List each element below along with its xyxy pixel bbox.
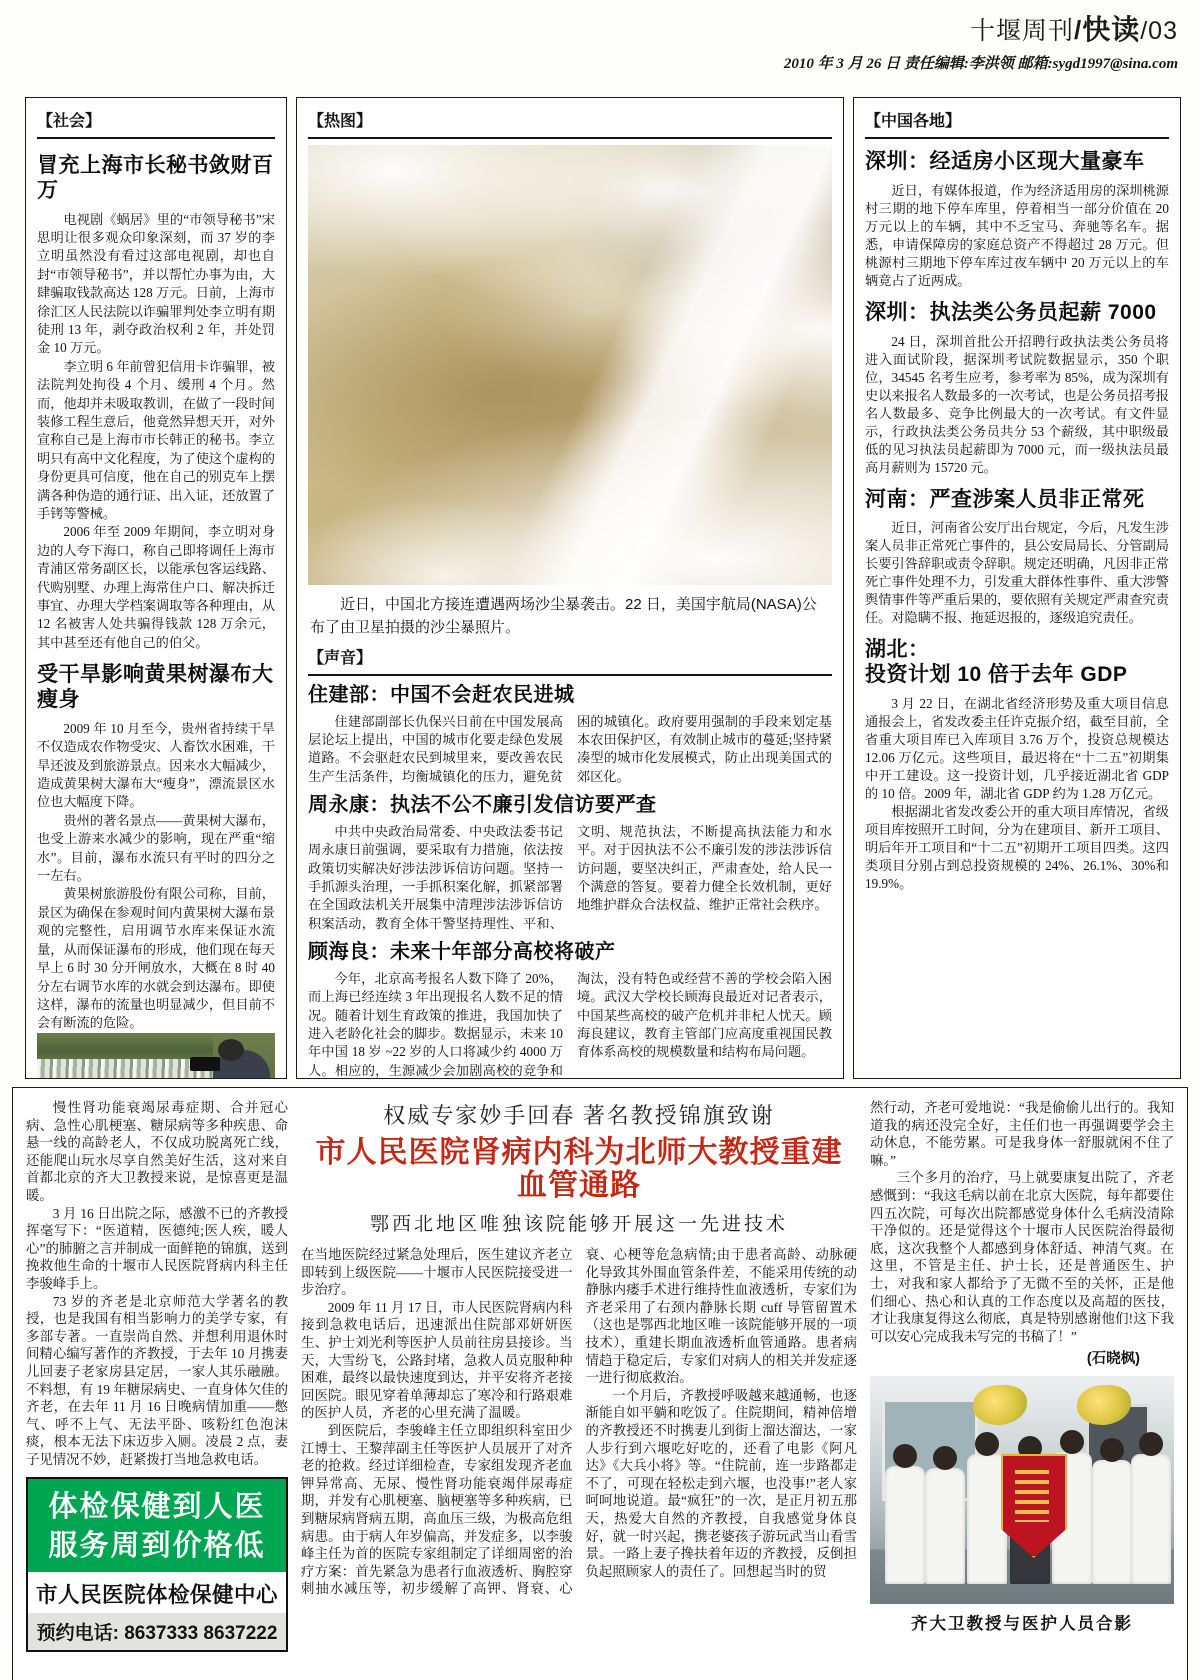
feature-column-middle — [301, 1099, 857, 1669]
voice-article3-paragraph: 今年，北京高考报名人数下降了 20%，而上海已经连续 3 年出现报名人数不足的情况。随着计划生育政策的推进，我国加快了进入老龄化社会的脚步。数据显示，未来 10 年中国 18 岁 ~22 岁的人口将减少约 4000 万人。相应的，生源减少会加剧高校的竞争和淘汰，没有特色或经营不善的学校会陷入困境。武汉大学校长顾海良最近对记者表示，中国某些高校的破产危机并非杞人忧天。顾海良建议，教育主管部门应高度重视国民教育体系高校的规模数量和结构布局问题。 — [308, 970, 832, 1078]
feature-paragraph: 3 月 16 日出院之际，感激不已的齐教授挥毫写下：“医道精，医德纯;医人疾，暖人心”的肺腑之言并制成一面鲜艳的锦旗，送到挽救他生命的十堰市人民医院肾病内科主任李骏峰手上。 — [26, 1205, 288, 1291]
feature-paragraph: 到医院后，李骏峰主任立即组织科室田少江博士、王黎萍副主任等医护人员展开了对齐老的抢救。经过详细检查，专家组发现齐老血钾异常高、无尿、慢性肾功能衰竭伴尿毒症期，并发有心肌梗塞、脑梗塞等多种疾病，已到糖尿病肾病五期，高血压三级，为极高危组病患。由于病人年岁偏高，并发症多，以李骏峰主任为首的医院专家组制定了详细周密的治疗方案：首先紧急为患者行血液透析、胸腔穿刺抽水减压等，初步缓解了高钾、肾衰、心衰、心梗等危急病情;由于患者高龄、动脉硬化导致其外围血管条件差，不能采用传统的动静脉内瘘手术进行维持性血液透析，专家们为齐老采用了右颈内静脉长期 cuff 导管留置术（这也是鄂西北地区唯一该院能够开展的一项技术），重建长期血液透析血管通路。患者病情趋于稳定后，专家们对病人的相关并发症逐一进行彻底救治。 — [301, 1247, 857, 1597]
society-column — [25, 97, 287, 1079]
voice-article1-title: 住建部：中国不会赶农民进城 — [308, 684, 575, 706]
feature-paragraph: 73 岁的齐老是北京师范大学著名的教授，也是我国有相当影响力的美学专家，有多部专著。一直崇尚自然、并想利用退休时间精心编写著作的齐教授，于去年 10 月携妻儿回妻子老家房县定居，一家人其乐融融。不料想，有 19 年糖尿病史、一直身体欠佳的齐老，在去年 11 月 16 日晚病情加重——憋气、呼不上气、无法平卧、咳粉红色泡沫痰，根本无法下床迈步入厕。凌晨 2 点，妻子见情况不妙，赶紧拨打当地急救电话。 — [26, 1293, 288, 1467]
society-section-label: 【社会】 — [37, 108, 275, 139]
ad-slogan — [28, 1479, 286, 1572]
doctor-figure — [1092, 1460, 1132, 1584]
ad-phone-label: 预约电话: — [36, 1623, 119, 1644]
dragon-decoration — [973, 1385, 1027, 1425]
voice-section-label: 【声音】 — [308, 645, 832, 676]
feature-column-1 — [26, 1099, 288, 1669]
society-article1-title: 冒充上海市长秘书敛财百万 — [37, 154, 274, 202]
society-article1-paragraph: 李立明 6 年前曾犯信用卡诈骗罪，被法院判处拘役 4 个月、缓刑 4 个月。然而，他却并未吸取教训，在做了一段时间装修工程生意后，他竟然异想天开，对外宣称自己是上海市市长韩正的秘书。李立明只有高中文化程度，为了使这个虚构的身份更具可信度，他在自己的别克车上摆满各种伪造的通行证、出入证，还放置了手铐等警械。 — [37, 358, 275, 522]
masthead-page-number: /03 — [1140, 17, 1178, 45]
group-photo-caption: 齐大卫教授与医护人员合影 — [911, 1615, 1133, 1634]
regions-article4-title — [865, 638, 1169, 688]
society-article1-paragraph: 电视剧《蜗居》里的“市领导秘书”宋思明让很多观众印象深刻，而 37 岁的李立明虽然没有看过这部电视剧，却也自封“市领导秘书”，并以帮忙办事为由，大肆骗取钱款高达 128 万元。日前，上海市徐汇区人民法院以诈骗罪判处李立明有期徒刑 13 年，剥夺政治权利 2 年，并处罚金 10 万元。 — [37, 211, 275, 356]
regions-article4-title-line2: 投资计划 10 倍于去年 GDP — [865, 663, 1128, 687]
feature-headline: 市人民医院肾病内科为北师大教授重建血管通路 — [315, 1136, 843, 1202]
center-column — [296, 97, 844, 1079]
ad-slogan-line1: 体检保健到人医 — [48, 1491, 266, 1524]
feature-paragraph: 在当地医院经过紧急处理后，医生建议齐老立即转到上级医院——十堰市人民医院接受进一步治疗。 — [301, 1247, 573, 1298]
regions-column — [853, 97, 1181, 1079]
society-article2-paragraph: 黄果树旅游股份有限公司称，目前，景区为确保在参观时间内黄果树大瀑布景观的完整性，启用调节水库来保证水流量，从而保证瀑布的形成，他们现在每天早上 6 时 30 分开闸放水，大概在 8 时 40 分左右调节水库的水就会到达瀑布。即使这样，瀑布的流量也明显减少，但目前不会有断流的危险。 — [37, 886, 275, 1031]
society-article1-paragraph: 2006 年至 2009 年期间，李立明对身边的人夸下海口，称自己即将调任上海市青浦区常务副区长，以能承包客运线路、代购别墅、办理上海常住户口、解决拆迁事宜、办理大学档案调取等各种理由，从 12 名被害人处共骗得钱款 128 万余元，其中甚至还有他自己的伯父。 — [37, 524, 275, 650]
feature-paragraph: 一个月后，齐教授呼吸越来越通畅，也逐渐能自如平躺和吃饭了。住院期间，精神倍增的齐教授还不时携妻儿到街上溜达溜达，一家人步行到六堰吃好吃的，还看了电影《阿凡达》《大兵小将》等。“住院前，连一步路都走不了，可现在轻松走到六堰，也没事!”老人家呵呵地说道。最“疯狂”的一次，是正月初五那天，热爱大自然的齐教授，自我感觉身体良好，就一时兴起，携老婆孩子游玩武当山看雪景。一路上妻子搀扶着年迈的齐教授，反倒担负起照顾家人的责任了。回想起当时的贸 — [585, 1387, 857, 1579]
group-photo — [870, 1376, 1174, 1604]
nurse-figure — [885, 1466, 925, 1584]
sandstorm-photo-caption: 近日，中国北方接连遭遇两场沙尘暴袭击。22 日，美国宇航局(NASA)公布了由卫星拍摄的沙尘暴照片。 — [310, 596, 817, 636]
society-article2-paragraph: 贵州的著名景点——黄果树大瀑布，也受上游来水减少的影响，现在严重“缩水”。目前，瀑布水流只有平时的四分之一左右。 — [37, 812, 275, 884]
feature-paragraph: 三个多月的治疗，马上就要康复出院了，齐老感慨到：“我这毛病以前在北京大医院，每年都要住四五次院，可每次出院都感觉身体什么毛病没清除干净似的。还是觉得这个十堰市人民医院治得最彻底，这次我整个人都感到身体舒适、神清气爽。在这里，不管是主任、护士长，还是普通医生、护士，对我和家人都给予了无微不至的关怀，正是他们细心、热心和认真的工作态度以及高超的医技，才让我康复得这么彻底，真是特别感谢他们!这下我可以安心完成我未写完的书稿了！” — [870, 1170, 1174, 1344]
regions-article4-title-line1: 湖北： — [865, 638, 930, 662]
masthead — [784, 8, 1178, 73]
voice-article1-paragraph: 住建部副部长仇保兴日前在中国发展高层论坛上提出，中国的城市化要走绿色发展道路。不会驱赶农民到城里来，要改善农民生产生活条件，均衡城镇化的压力，避免贫困的城镇化。政府要用强制的手段来划定基本农田保护区，有效制止城市的蔓延;坚持紧凑型的城市化发展模式，防止出现美国式的郊区化。 — [308, 713, 832, 784]
voice-article2-body — [308, 823, 832, 933]
photographer-camera — [190, 1057, 220, 1071]
masthead-brand: 十堰周刊 — [969, 17, 1074, 45]
voice-article2-paragraph: 中共中央政治局常委、中央政法委书记周永康日前强调，要采取有力措施，依法按政策切实解决好涉法涉诉信访问题。坚持一手抓源头治理，一手抓积案化解，抓紧部署在全国政法机关开展集中清理涉法涉诉信访积案活动，教育全体干警坚持理性、平和、文明、规范执法，不断提高执法能力和水平。对于因执法不公不廉引发的涉法涉诉信访问题，要坚决纠正，严肃查处，给人民一个满意的答复。要着力健全长效机制，更好地维护群众合法权益、维护正常社会秩序。 — [308, 823, 832, 931]
regions-article2-title: 深圳：执法类公务员起薪 7000 — [865, 300, 1157, 324]
doctor-figure — [1131, 1454, 1171, 1584]
nurse-figure — [925, 1468, 965, 1584]
waterfall-photo — [37, 1033, 275, 1079]
feature-paragraph: 然行动，齐老可爱地说：“我是偷偷儿出行的。我知道我的病还没完全好，主任们也一再强调要学会主动休息，不能劳累。可是我身体一舒服就闲不住了嘛。” — [870, 1100, 1174, 1168]
feature-paragraph: 慢性肾功能衰竭尿毒症期、合并冠心病、急性心肌梗塞、糖尿病等多种疾患、命悬一线的高龄老人，不仅成功脱离死亡线，还能爬山玩水尽享自然美好生活，这对来自首都北京的齐大卫教授来说，是惊喜更是温暖。 — [26, 1100, 288, 1203]
feature-article — [12, 1087, 1188, 1680]
masthead-section: 快读 — [1082, 14, 1141, 45]
regions-article1-paragraph: 近日，有媒体报道，作为经济适用房的深圳桃源村三期的地下停车库里，停着相当一部分价值在 20 万元以上的车辆，其中不乏宝马、奔驰等名车。据悉，申请保障房的家庭总资产不得超过 28 万元。但桃源村三期地下停车库过夜车辆中 20 万元以上的车辆竟占了近两成。 — [865, 182, 1169, 288]
sandstorm-satellite-photo — [308, 145, 832, 585]
regions-article4-paragraph: 3 月 22 日，在湖北省经济形势及重大项目信息通报会上，省发改委主任许克振介绍，截至目前，全省重大项目库已入库项目 3.76 万个，投资总规模达 12.06 万亿元。这些项目，最迟将在“十二五”初期集中开工建设。这一投资计划，几乎接近湖北省 GDP 的 10 倍。2009 年，湖北省 GDP 约为 1.28 万亿元。 — [865, 695, 1169, 801]
feature-paragraph: 2009 年 11 月 17 日，市人民医院肾病内科接到急救电话后，迅速派出住院部邓妍妍医生、护士刘光利等医护人员前往房县接诊。当天，大雪纷飞，公路封堵，急救人员克服种种困难，最终以最快速度到达，并平安将齐老接回医院。眼见穿着单薄却忘了寒冷和行路艰难的医护人员，齐老的心里充满了温暖。 — [301, 1299, 573, 1421]
ad-slogan-line2: 服务周到价格低 — [48, 1529, 266, 1562]
voice-article3-body — [308, 970, 832, 1079]
regions-article3-paragraph: 近日，河南省公安厅出台规定，今后，凡发生涉案人员非正常死亡事件的，县公安局局长、分管副局长要引咎辞职或责令辞职。规定还明确，凡因非正常死亡事件处理不力，引发重大群体性事件、重大涉警舆情事件等严重后果的，要依照有关规定严肃查究责任。对隐瞒不报、拖延迟报的，逐级追究责任。 — [865, 520, 1169, 626]
feature-column-right — [870, 1099, 1174, 1669]
masthead-title — [784, 8, 1178, 48]
ad-center-name: 市人民医院体检保健中心 — [35, 1583, 278, 1607]
ad-phone-line — [28, 1613, 286, 1650]
feature-two-column-body — [301, 1246, 857, 1680]
society-article2-title: 受干旱影响黄果树瀑布大瘦身 — [37, 663, 274, 712]
feature-subhead: 鄂西北地区唯独该院能够开展这一先进技术 — [369, 1214, 788, 1235]
ad-phone-numbers: 8637333 8637222 — [124, 1623, 278, 1644]
regions-article4-paragraph: 根据湖北省发改委公开的重大项目库情况，省级项目库按照开工时间，分为在建项目、新开工项目、明后年开工项目和“十二五”初期开工项目四类。这四类项目分别占到总投资规模的 24%、26.1%、30%和 19.9%。 — [865, 803, 1169, 891]
voice-article1-body — [308, 713, 832, 787]
regions-article3-title: 河南：严查涉案人员非正常死 — [865, 487, 1145, 511]
regions-article2-paragraph: 24 日，深圳首批公开招聘行政执法类公务员将进入面试阶段，据深圳考试院数据显示，350 个职位，34545 名考生应考，参考率为 85%，成为深圳有史以来报名人数最多的一次考试，也是公务员招考报名人数最多、竞争比例最大的一次考试。有文件显示，行政执法类公务员共分 53 个薪级，其中职级最低的见习执法员起薪即为 7000 元，而一级执法员最高月薪则为 15720 元。 — [865, 333, 1169, 475]
voice-article2-title: 周永康：执法不公不廉引发信访要严查 — [308, 794, 657, 817]
voice-article3-title: 顾海良：未来十年部分高校将破产 — [308, 941, 616, 964]
health-check-ad — [26, 1477, 288, 1652]
regions-article1-title: 深圳：经适房小区现大量豪车 — [865, 150, 1145, 173]
regions-section-label: 【中国各地】 — [865, 108, 1169, 139]
masthead-slash: / — [1073, 15, 1083, 45]
society-article2-paragraph: 2009 年 10 月至今，贵州省持续干旱不仅造成农作物受灾、人畜饮水困难，干旱还波及到旅游景点。因来水大幅减少，造成黄果树大瀑布大“瘦身”，漂流景区水位也大幅度下降。 — [37, 720, 275, 810]
masthead-dateline: 2010 年 3 月 26 日 责任编辑:李洪领 邮箱:sygd1997@sina.com — [783, 56, 1178, 72]
feature-byline: (石晓枫) — [1086, 1351, 1140, 1368]
hot-section-label: 【热图】 — [308, 108, 832, 139]
feature-kicker: 权威专家妙手回春 著名教授锦旗致谢 — [383, 1103, 775, 1128]
